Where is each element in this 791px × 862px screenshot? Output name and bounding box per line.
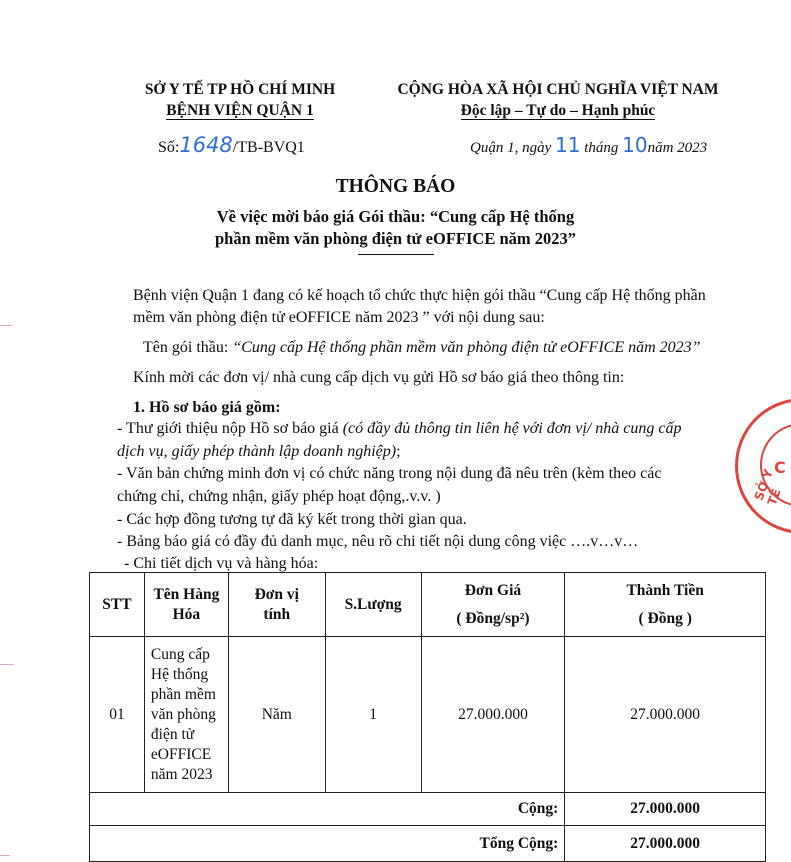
- col-quantity: S.Lượng: [325, 573, 421, 637]
- nation-name: CỘNG HÒA XÃ HỘI CHỦ NGHĨA VIỆT NAM: [397, 81, 719, 98]
- item-name-line: năm 2023: [150, 765, 213, 783]
- row-unit-price: 27.000.000: [421, 637, 565, 793]
- requirement-1: - Thư giới thiệu nộp Hồ sơ báo giá (có đầy đủ thông tin liên hệ với đơn vị/ nhà cung cấp: [117, 420, 682, 437]
- org-hospital: BỆNH VIỆN QUẬN 1: [166, 102, 314, 119]
- item-name-line: Cung cấp: [150, 645, 210, 663]
- item-name-line: phần mềm: [150, 685, 216, 703]
- item-name-line: eOFFICE: [150, 745, 212, 763]
- requirement-1-cont: dịch vụ, giấy phép thành lập doanh nghiệp);: [117, 443, 401, 460]
- org-department: SỞ Y TẾ TP HỒ CHÍ MINH: [144, 81, 336, 98]
- grand-total-label: Tổng Cộng:: [90, 826, 565, 862]
- scan-mark: [0, 325, 12, 326]
- title-underline: [358, 254, 434, 255]
- table-header-row: [90, 573, 766, 637]
- scan-mark: [0, 664, 14, 665]
- intro-line-2: mềm văn phòng điện tử eOFFICE năm 2023 ” với nội dung sau:: [133, 309, 545, 326]
- col-unit: Đơn vị tính: [228, 573, 325, 637]
- handwritten-number: 1648: [179, 133, 233, 157]
- document-number: Số:1648/TB-BVQ1: [158, 133, 305, 157]
- requirement-3: - Các hợp đồng tương tự đã ký kết trong thời gian qua.: [117, 511, 467, 528]
- document-subject: Về việc mời báo giá Gói thầu: “Cung cấp Hệ thống phần mềm văn phòng điện tử eOFFICE năm 2023”: [214, 207, 577, 248]
- row-unit: Năm: [228, 637, 325, 793]
- stamp-lettering-center: C: [774, 458, 786, 477]
- stamp-lettering: SỞ Y TẾ: [751, 467, 784, 508]
- subtotal-label: Cộng:: [90, 793, 565, 826]
- subtotal-value: 27.000.000: [565, 793, 766, 826]
- row-quantity: 1: [325, 637, 421, 793]
- section-1-heading: 1. Hồ sơ báo giá gồm:: [133, 399, 281, 416]
- requirement-2-cont: chứng chỉ, chứng nhận, giấy phép hoạt động,.v.v. ): [117, 488, 441, 505]
- intro-line-1: Bệnh viện Quận 1 đang có kế hoạch tổ chức thực hiện gói thầu “Cung cấp Hệ thống phần: [133, 287, 706, 304]
- goods-table: [89, 572, 766, 862]
- row-amount: 27.000.000: [565, 637, 766, 793]
- col-amount: Thành Tiền ( Đồng ): [565, 573, 766, 637]
- col-unit-price: Đơn Giá ( Đồng/sp²): [421, 573, 565, 637]
- invitation-line: Kính mời các đơn vị/ nhà cung cấp dịch vụ gửi Hồ sơ báo giá theo thông tin:: [133, 369, 625, 386]
- handwritten-month: 10: [622, 133, 648, 157]
- requirement-5: - Chi tiết dịch vụ và hàng hóa:: [124, 555, 319, 572]
- national-motto: [378, 79, 738, 121]
- issuing-authority: [120, 79, 360, 121]
- document-date: Quận 1, ngày 11 tháng 10năm 2023: [470, 133, 708, 157]
- package-name-line: Tên gói thầu: “Cung cấp Hệ thống phần mềm văn phòng điện tử eOFFICE năm 2023”: [143, 339, 701, 356]
- document-title: THÔNG BÁO: [335, 176, 456, 197]
- col-stt: STT: [90, 573, 145, 637]
- item-name-line: Hệ thống: [150, 665, 209, 683]
- col-name: Tên Hàng Hóa: [144, 573, 228, 637]
- grand-total-value: 27.000.000: [565, 826, 766, 862]
- motto: Độc lập – Tự do – Hạnh phúc: [460, 102, 656, 119]
- item-name-line: văn phòng: [150, 705, 216, 723]
- subtotal-row: [90, 793, 766, 826]
- row-item-name: [144, 637, 228, 793]
- row-stt: 01: [90, 637, 145, 793]
- scan-mark: [0, 855, 10, 856]
- requirement-4: - Bảng báo giá có đầy đủ danh mục, nêu rõ chi tiết nội dung công việc ….v…v…: [117, 533, 639, 550]
- table-row: [90, 637, 766, 793]
- grand-total-row: [90, 826, 766, 862]
- item-name-line: điện tử: [150, 725, 195, 743]
- handwritten-day: 11: [555, 133, 581, 157]
- requirement-2: - Văn bản chứng minh đơn vị có chức năng trong nội dung đã nêu trên (kèm theo các: [117, 465, 662, 482]
